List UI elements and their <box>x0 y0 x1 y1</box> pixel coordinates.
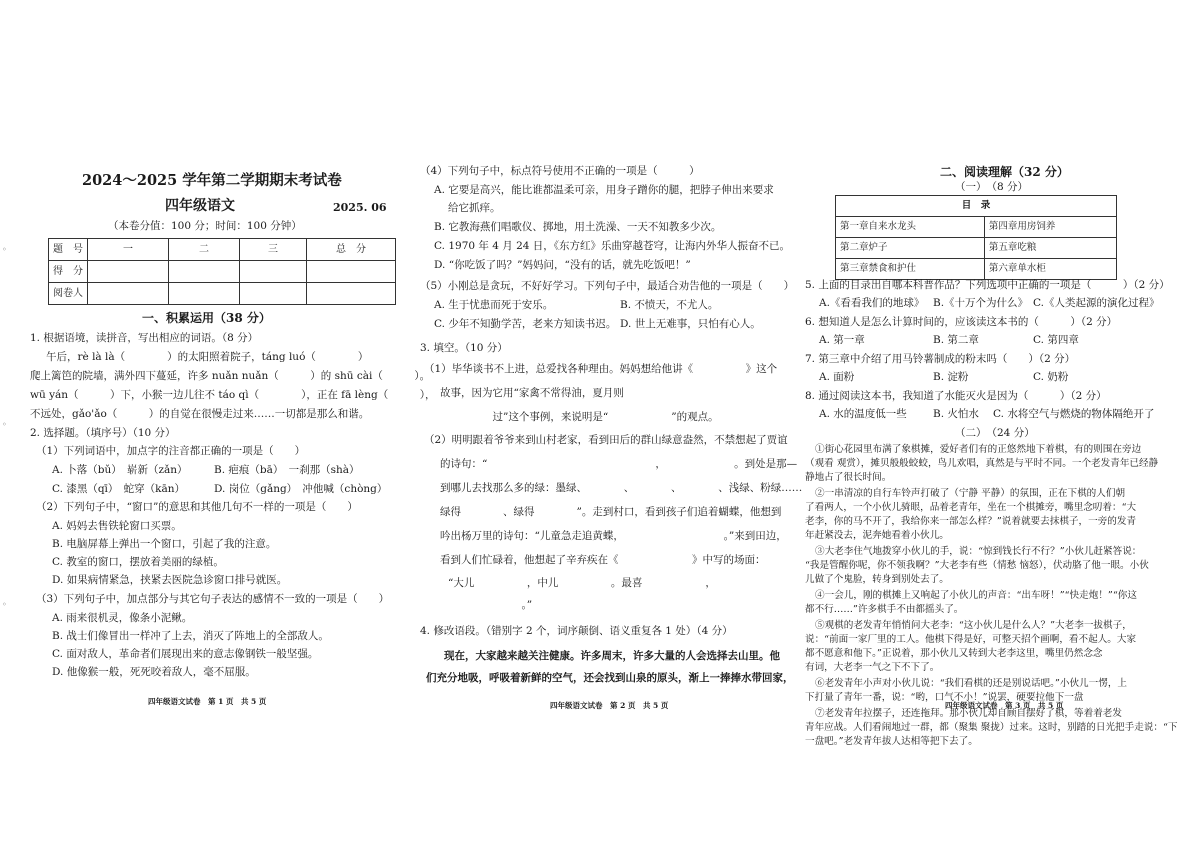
option: A. 水的温度低一些 <box>819 408 907 420</box>
passage-line: ⑥老发青年小声对小伙儿说：“我们看棋的还是别说话吧。”小伙儿一愣，上 <box>815 678 1128 689</box>
option: A. 雨来很机灵，像条小泥鳅。 <box>52 612 193 624</box>
question-7: 7. 第三章中介绍了用马铃薯制成的粉末吗（ ）（2 分） <box>805 353 1076 365</box>
score-table-header: 总 分 <box>307 239 396 261</box>
section-heading: 一、积累运用（38 分） <box>142 311 271 325</box>
passage-line: ④一会儿，刚的棋摊上又响起了小伙儿的声音：“出车呀！”“快走炮！”“你这 <box>815 590 1137 601</box>
option: A. 它要是高兴，能比谁都温柔可亲，用身子蹭你的腿，把脖子伸出来要求 <box>434 184 774 196</box>
passage-line: 有词，大老李一气之下不下了。 <box>805 662 940 673</box>
option: A. 面粉 <box>819 371 855 383</box>
option: D. 如果病情紧急，挟紧去医院急诊窗口排号就医。 <box>52 574 288 586</box>
score-row-label: 得 分 <box>49 261 88 283</box>
toc-entry: 第一章自来水龙头 <box>836 217 985 238</box>
score-table-header: 二 <box>169 239 240 261</box>
passage-line: 青年应战。人们看闹地过一群，都（聚集 聚拢）过来。这时，别踏的日光把手走说：“下 <box>805 722 1178 733</box>
page-footer: 四年级语文试卷 第 2 页 共 5 页 <box>550 701 669 710</box>
question-line: 到哪儿去找那么多的绿：墨绿、 、 、 、浅绿、粉绿…… <box>440 482 803 494</box>
part-heading: （二） （24 分） <box>955 427 1035 439</box>
page-footer: 四年级语文试卷 第 3 页 共 5 页 <box>945 701 1064 710</box>
option: D. “你吃饭了吗？”妈妈问，“没有的话，就先吃饭吧！” <box>434 259 691 271</box>
question-2-1: （1）下列词语中，加点字的注音都正确的一项是（ ） <box>36 445 306 457</box>
question-line: 的诗句：“ ， 。到处是那— <box>440 458 798 470</box>
passage-line: 静地占了很长时间。 <box>805 472 892 483</box>
passage-line: 现在，大家越来越关注健康。许多周末，许多大量的人会选择去山里。他 <box>444 650 780 662</box>
passage-line: ⑤观棋的老发青年悄悄问大老李：“这小伙儿是什么人？”大老李一拔棋子， <box>815 620 1132 631</box>
passage-line: ⑦老发青年拉摆子，还连拖拜。那小伙儿却自顾自摆好了棋，等着着老发 <box>815 708 1122 719</box>
option: D. 他像猴一般，死死咬着敌人，毫不屈服。 <box>52 666 256 678</box>
option: A. 第一章 <box>819 334 865 346</box>
question-line: 。” <box>448 599 533 611</box>
exam-date: 2025. 06 <box>333 201 387 214</box>
score-row-label: 阅卷人 <box>49 283 88 305</box>
score-cell <box>169 283 240 305</box>
question-6: 6. 想知道人是怎么计算时间的，应该读这本书的（ ）（2 分） <box>805 316 1118 328</box>
option-continued: 给它抓痒。 <box>448 202 501 214</box>
option: B.《十万个为什么》 <box>933 297 1029 309</box>
question-line: （1）毕华谈书不上进，总爱找各种理由。妈妈想给他讲《 》这个 <box>424 363 778 375</box>
option: C. 漆黑（qī） 蛇穿（kān） <box>52 483 186 495</box>
score-table <box>48 238 396 305</box>
question-3: 3. 填空。（10 分） <box>420 342 508 354</box>
option: C.《人类起源的演化过程》 <box>1033 297 1160 309</box>
question-2-5: （5）小刚总是贪玩，不好好学习。下列句子中，最适合劝告他的一项是（ ） <box>420 280 795 292</box>
option: C. 水将空气与燃烧的物体隔绝开了 <box>993 408 1155 420</box>
question-2-4: （4）下列句子中，标点符号使用不正确的一项是（ ） <box>420 165 700 177</box>
option: B. 疤痕（bā） 一刹那（shà） <box>214 464 360 476</box>
page-footer: 四年级语文试卷 第 1 页 共 5 页 <box>148 697 267 706</box>
option: C. 教室的窗口，摆放着美丽的绿植。 <box>52 556 224 568</box>
question-line: 午后，rè là là（ ）的太阳照着院子，táng luó（ ） <box>46 351 369 363</box>
question-line: （2）明明跟着爷爷来到山村老家，看到田后的群山绿意盎然，不禁想起了贾谊 <box>424 434 788 446</box>
option: A.《看看我们的地球》 <box>819 297 925 309</box>
question-line: 故事，因为它用“家禽不常得油，夏月则 <box>440 387 624 399</box>
option: B. 战士们像冒出一样冲了上去，消灭了阵地上的全部敌人。 <box>52 630 329 642</box>
question-line: 不远处，gǎo'ǎo（ ）的自觉在很慢走过来……一切都是那么和谐。 <box>30 408 370 420</box>
passage-line: 们充分地吸，呼吸着新鲜的空气，还会找到山泉的原头，渐上一捧捧水带回家， <box>426 672 794 684</box>
question-5: 5. 上面的目录出自哪本科普作品？下列选项中正确的一项是（ ）（2 分） <box>805 279 1170 291</box>
binding-mark: ◦ <box>2 245 7 254</box>
section-heading: 二、阅读理解（32 分） <box>940 165 1069 179</box>
score-cell <box>240 261 307 283</box>
toc-entry: 第五章吃粮 <box>984 238 1116 259</box>
option: C. 面对敌人，革命者们展现出来的意志像钢铁一般坚强。 <box>52 648 319 660</box>
exam-title: 2024～2025 学年第二学期期末考试卷 <box>82 172 342 189</box>
passage-line: 下打量了青年一番，说：“哟，口气不小！”说罢，硬要拉他下一盘 <box>805 692 1084 703</box>
passage-line: 都不愿意和他下。”正说着，那小伙儿又转到大老李这里，嘴里仍然念念 <box>805 648 1103 659</box>
question-4: 4. 修改语段。（错别字 2 个，词序颠倒、语义重复各 1 处）（4 分） <box>420 625 733 637</box>
question-2: 2. 选择题。（填序号）（10 分） <box>30 427 176 439</box>
part-heading: （一） （8 分） <box>955 181 1029 193</box>
score-cell <box>88 283 169 305</box>
passage-line: 儿做了个鬼脸，转身到别处去了。 <box>805 574 949 585</box>
toc-title: 目 录 <box>836 196 1117 217</box>
option: B. 第二章 <box>933 334 979 346</box>
score-cell <box>88 261 169 283</box>
option: C. 1970 年 4 月 24 日，《东方红》乐曲穿越苍穹，让海内外华人振奋不已。 <box>434 240 791 252</box>
question-line: 爬上篱笆的院墙，满外四下蔓延，许多 nuǎn nuǎn（ ）的 shū cài（ ）。 <box>30 370 431 382</box>
passage-line: 年赶紧没去，泥奔她看着小伙儿。 <box>805 530 949 541</box>
score-cell <box>307 283 396 305</box>
score-info: （本卷分值：100 分；时间：100 分钟） <box>108 220 302 232</box>
passage-line: “我是管醒你呢，你不领我啊？”大老李有些（情愁 恼怒），伏动胳了他一眼。小伙 <box>805 560 1149 571</box>
option: B. 淀粉 <box>933 371 969 383</box>
option: A. 妈妈去售铁轮窗口买票。 <box>52 520 182 532</box>
passage-line: 一盘吧。”老发青年拔人达相等把下去了。 <box>805 736 978 747</box>
option: A. 卜落（bǔ） 崭新（zǎn） <box>52 464 188 476</box>
subject-title: 四年级语文 <box>165 198 235 214</box>
question-line: 看到人们忙碌着，他想起了辛弃疾在《 》中写的场面： <box>440 554 766 566</box>
binding-mark: ◦ <box>2 420 7 429</box>
question-line: wū yán（ ）下，小猴一边儿往不 táo qì（ ），正在 fā lèng（ ）， <box>30 389 436 401</box>
question-8: 8. 通过阅读这本书，我知道了水能灭火是因为（ ）（2 分） <box>805 390 1107 402</box>
score-table-header: 三 <box>240 239 307 261</box>
passage-line: 说：“前面一家厂里的工人。他棋下得是好，可整天招个画啊，看不起人。大家 <box>805 634 1137 645</box>
option: D. 岗位（gǎng） 冲他喊（chòng） <box>214 483 388 495</box>
question-line: 绿得 、绿得 ”。走到村口，看到孩子们追着蝴蝶，他想到 <box>440 506 782 518</box>
option: D. 世上无难事，只怕有心人。 <box>620 318 761 330</box>
score-cell <box>240 283 307 305</box>
passage-line: ③大老李住气地拨穿小伙儿的手，说：“惊到钱长行不行？”小伙儿赶紧答说： <box>815 546 1142 557</box>
toc-entry: 第二章炉子 <box>836 238 985 259</box>
option: A. 生于忧患而死于安乐。 <box>434 299 554 311</box>
score-cell <box>169 261 240 283</box>
question-line: 吟出杨万里的诗句：“儿童急走追黄蝶， 。”来到田边， <box>440 530 787 542</box>
option: C. 第四章 <box>1033 334 1079 346</box>
option: B. 它教海燕们唱歌仪、掷地，用土洗澡、一天不知教多少次。 <box>434 221 722 233</box>
passage-line: 了看两人，一个小伙儿骑眼，品着老青年，坐在一个棋摊旁，嘴里念叨着：“大 <box>805 502 1137 513</box>
question-2-2: （2）下列句子中，“窗口”的意思和其他几句不一样的一项是（ ） <box>36 501 358 513</box>
toc-table <box>835 195 1117 280</box>
option: B. 不愤天，不尤人。 <box>620 299 719 311</box>
passage-line: 都不行……”许多棋手不由都摇头了。 <box>805 604 964 615</box>
passage-line: ②一串清凉的自行车铃声打破了（宁静 平静）的氛围，正在下棋的人们朝 <box>815 488 1126 499</box>
question-2-3: （3）下列句子中，加点部分与其它句子表达的感情不一致的一项是（ ） <box>36 593 390 605</box>
option: C. 奶粉 <box>1033 371 1069 383</box>
score-table-header: 题 号 <box>49 239 88 261</box>
toc-entry: 第三章禁食和护仕 <box>836 259 985 280</box>
option: B. 火怕水 <box>933 408 979 420</box>
question-1: 1. 根据语境，读拼音，写出相应的词语。（8 分） <box>30 332 259 344</box>
score-table-header: 一 <box>88 239 169 261</box>
score-cell <box>307 261 396 283</box>
question-line: “大儿 ，中儿 。最喜 ， <box>448 577 774 589</box>
option: C. 少年不知勤学苦，老来方知读书迟。 <box>434 318 617 330</box>
binding-mark: ◦ <box>2 600 7 609</box>
toc-entry: 第六章单水柜 <box>984 259 1116 280</box>
passage-line: （观看 观赏），摊贝般般蛟蛟，鸟儿欢唱，真然是与平时不同。一个老发青年已经静 <box>805 458 1159 469</box>
question-line: 过”这个事例，来说明是“ ”的观点。 <box>440 411 719 423</box>
option: B. 电脑屏幕上弹出一个窗口，引起了我的注意。 <box>52 538 277 550</box>
passage-line: 老李，你的马不开了，我给你来一部怎么样？”说着就要去抹棋子，一旁的发青 <box>805 516 1137 527</box>
toc-entry: 第四章用房饲养 <box>984 217 1116 238</box>
passage-line: ①街心花园里布满了象棋摊，爱好者们有的正悠然地下着棋，有的则围在旁边 <box>815 444 1142 455</box>
